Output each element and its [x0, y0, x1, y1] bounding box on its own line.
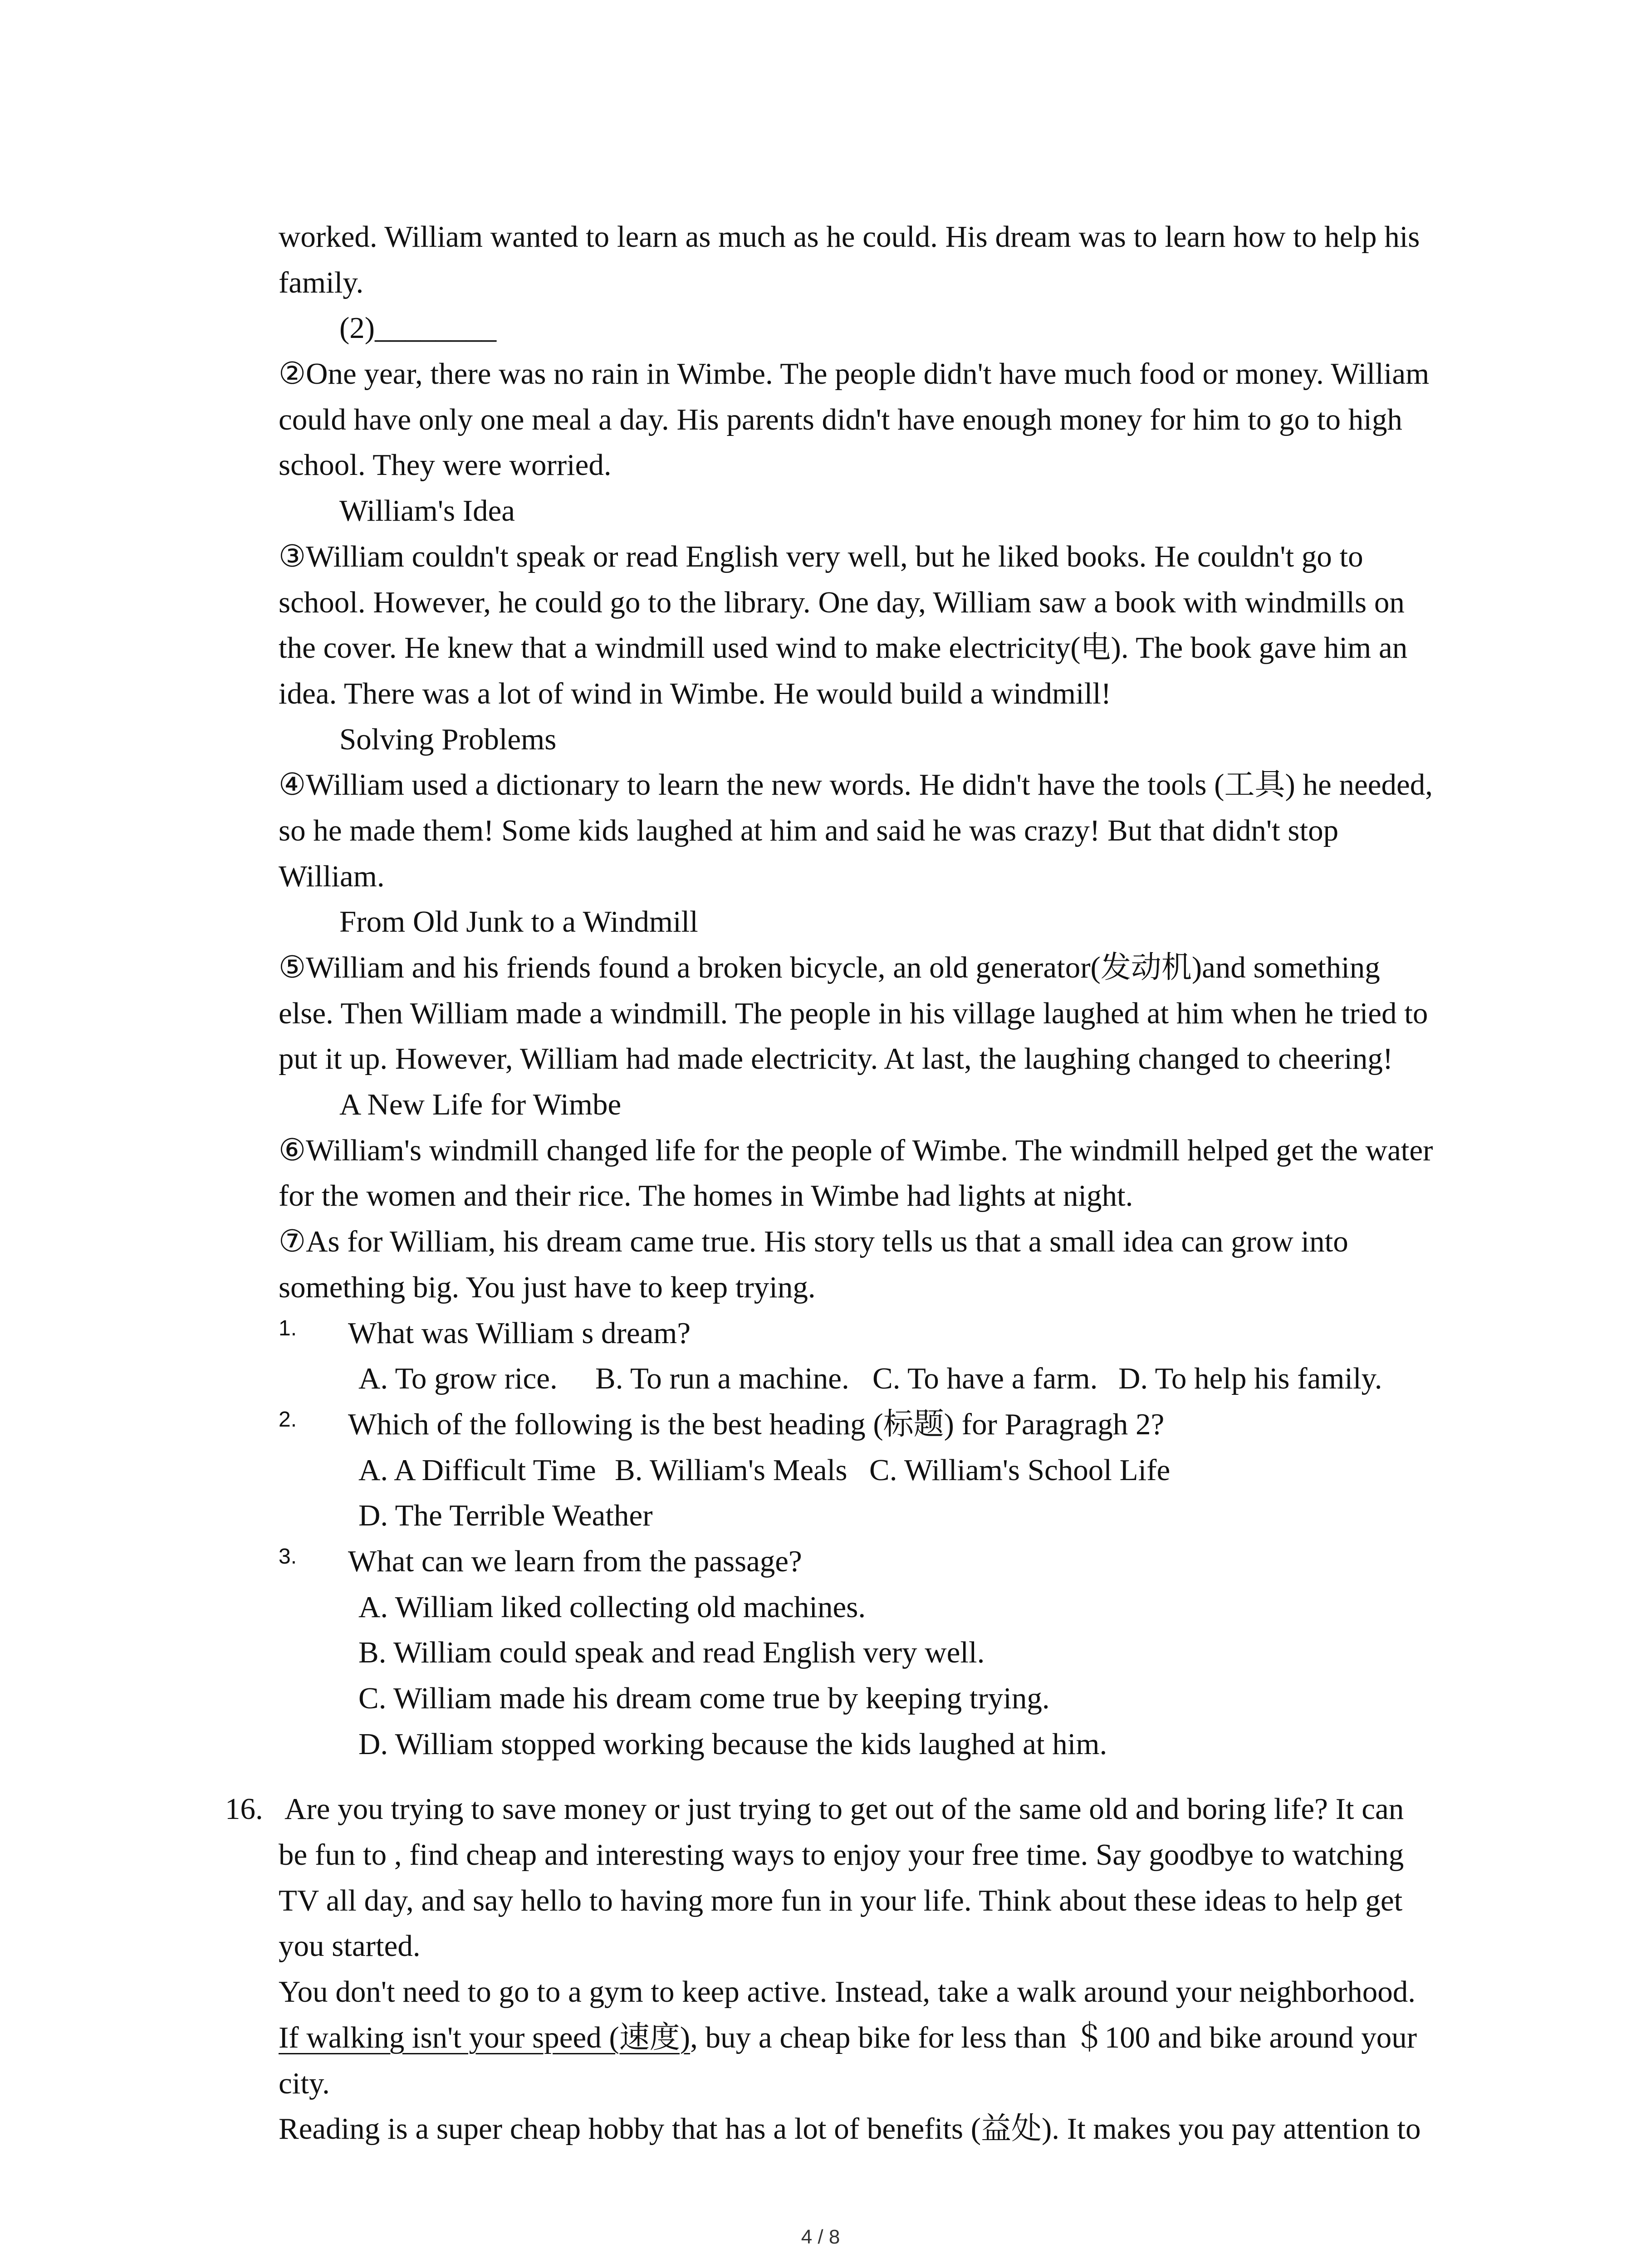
question-1	[0, 1310, 1641, 1356]
underlined-phrase: If walking isn't your speed (速度)	[279, 2020, 691, 2054]
paragraph-line: worked. William wanted to learn as much as he could. His dream was to learn how to help his	[279, 220, 1420, 254]
paragraph-line: could have only one meal a day. His parents didn't have enough money for him to go to high	[279, 402, 1402, 436]
paragraph-line: school. However, he could go to the library. One day, William saw a book with windmills on	[279, 585, 1405, 619]
option-d: D. The Terrible Weather	[358, 1499, 653, 1533]
question-stem: What can we learn from the passage?	[348, 1544, 802, 1578]
paragraph-text: Are you trying to save money or just trying to get out of the same old and boring life? It can	[284, 1792, 1404, 1826]
paragraph-line: William.	[279, 859, 385, 893]
question-2-options	[0, 1493, 1641, 1539]
section-heading: Solving Problems	[339, 722, 557, 756]
question-1-options	[0, 1356, 1641, 1402]
option-c: C. William's School Life	[869, 1453, 1171, 1487]
paragraph-text: , buy a cheap bike for less than ＄100 and bike around your	[690, 2020, 1417, 2054]
paragraph-line: ③William couldn't speak or read English very well, but he liked books. He couldn't go to	[279, 539, 1363, 573]
paragraph-line: TV all day, and say hello to having more fun in your life. Think about these ideas to help get	[279, 1883, 1403, 1917]
reading-passage	[0, 214, 1641, 1310]
section-heading: From Old Junk to a Windmill	[339, 905, 698, 939]
question-3	[0, 1539, 1641, 1584]
option-a: A. A Difficult Time	[358, 1453, 596, 1487]
option-a: A. William liked collecting old machines.	[358, 1590, 866, 1624]
question-number: 1.	[279, 1316, 297, 1340]
paragraph-line: city.	[279, 2066, 330, 2100]
section-heading: A New Life for Wimbe	[339, 1088, 622, 1122]
paragraph-line: something big. You just have to keep trying.	[279, 1270, 816, 1304]
paragraph-line: ⑤William and his friends found a broken bicycle, an old generator(发动机)and something	[279, 951, 1380, 984]
question-stem: What was William s dream?	[348, 1316, 691, 1350]
option-b: B. William's Meals	[615, 1453, 847, 1487]
paragraph-line: Reading is a super cheap hobby that has a lot of benefits (益处). It makes you pay attention to	[279, 2112, 1421, 2146]
paragraph-line: you started.	[279, 1929, 421, 1963]
question-2	[0, 1402, 1641, 1447]
paragraph-line: be fun to , find cheap and interesting ways to enjoy your free time. Say goodbye to watching	[279, 1838, 1404, 1872]
option-c: C. William made his dream come true by keeping trying.	[358, 1681, 1050, 1715]
paragraph-line: ⑦As for William, his dream came true. His story tells us that a small idea can grow into	[279, 1225, 1348, 1259]
question-number: 3.	[279, 1544, 297, 1569]
question-number: 2.	[279, 1407, 297, 1432]
page-body	[0, 214, 1641, 2152]
option-a: A. To grow rice.	[358, 1362, 558, 1396]
paragraph-line: ④William used a dictionary to learn the new words. He didn't have the tools (工具) he needed,	[279, 768, 1433, 802]
item-number: 16.	[225, 1792, 263, 1826]
item-16-first-line	[0, 1786, 1641, 1832]
paragraph-line: ②One year, there was no rain in Wimbe. The people didn't have much food or money. William	[279, 357, 1430, 391]
paragraph-line	[0, 2015, 1641, 2061]
option-b: B. William could speak and read English very well.	[358, 1636, 985, 1670]
paragraph-line: school. They were worried.	[279, 448, 612, 482]
paragraph-line: for the women and their rice. The homes in Wimbe had lights at night.	[279, 1179, 1133, 1213]
section-heading: William's Idea	[339, 494, 515, 528]
paragraph-line: You don't need to go to a gym to keep active. Instead, take a walk around your neighborhood.	[279, 1975, 1416, 2009]
paragraph-line: the cover. He knew that a windmill used wind to make electricity(电). The book gave him an	[279, 631, 1408, 665]
question-list	[0, 1310, 1641, 1767]
paragraph-line: idea. There was a lot of wind in Wimbe. He would build a windmill!	[279, 676, 1112, 710]
page-number: 4 / 8	[801, 2226, 840, 2248]
option-d: D. To help his family.	[1118, 1362, 1382, 1396]
question-2-options	[0, 1447, 1641, 1493]
option-c: C. To have a farm.	[872, 1362, 1098, 1396]
blank-heading: (2)________	[339, 311, 497, 345]
paragraph-line: family.	[279, 265, 364, 299]
reading-passage-16	[0, 1786, 1641, 2152]
paragraph-line: so he made them! Some kids laughed at him and said he was crazy! But that didn't stop	[279, 813, 1339, 847]
question-stem: Which of the following is the best heading (标题) for Paragragh 2?	[348, 1407, 1165, 1441]
option-d: D. William stopped working because the kids laughed at him.	[358, 1727, 1107, 1761]
paragraph-line: ⑥William's windmill changed life for the people of Wimbe. The windmill helped get the water	[279, 1133, 1433, 1167]
paragraph-line: put it up. However, William had made electricity. At last, the laughing changed to cheering!	[279, 1042, 1393, 1076]
paragraph-line: else. Then William made a windmill. The people in his village laughed at him when he tried to	[279, 996, 1428, 1030]
option-b: B. To run a machine.	[595, 1362, 849, 1396]
